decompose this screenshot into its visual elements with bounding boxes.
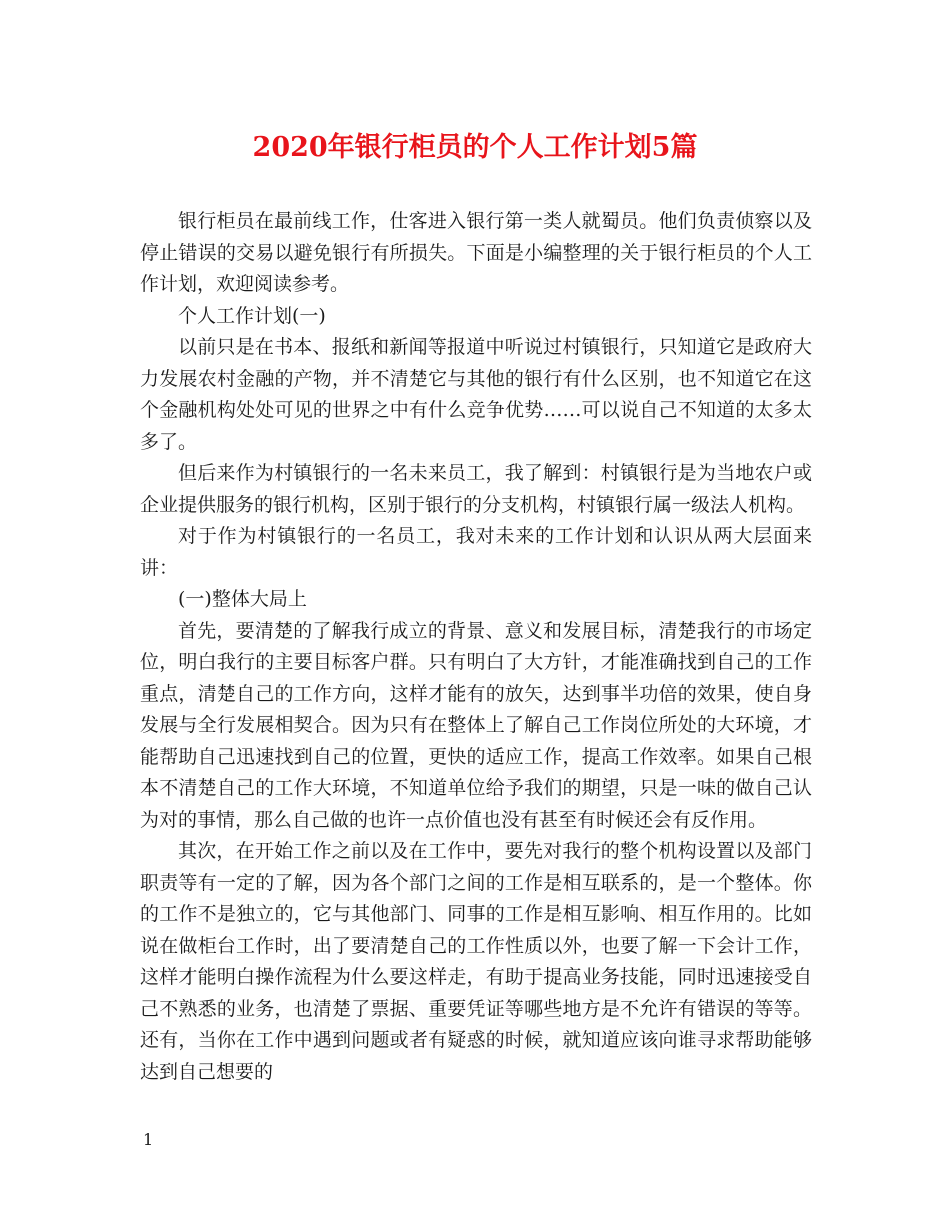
body-paragraph: 对于作为村镇银行的一名员工，我对未来的工作计划和认识从两大层面来讲： [140,525,812,579]
body-paragraph: 其次，在开始工作之前以及在工作中，要先对我行的整个机构设置以及部门职责等有一定的了解，因为各个部门之间的工作是相互联系的，是一个整体。你的工作不是独立的，它与其他部门、同事的工作是相互影响、相互作用的。比如说在做柜台工作时，出了要清楚自己的工作性质以外，也要了解一下会计工作，这样才能明白操作流程为什么要这样走，有助于提高业务技能，同时迅速接受自己不熟悉的业务，也清楚了票据、重要凭证等哪些地方是不允许有错误的等等。还有，当你在工作中遇到问题或者有疑惑的时候，就知道应该向谁寻求帮助能够达到自己想要的 [140,840,812,1083]
document-title: 2020年银行柜员的个人工作计划5篇 [252,132,698,163]
document-body [140,206,812,1088]
body-paragraph: 以前只是在书本、报纸和新闻等报道中听说过村镇银行，只知道它是政府大力发展农村金融的产物，并不清楚它与其他的银行有什么区别，也不知道它在这个金融机构处处可见的世界之中有什么竞争优势……可以说自己不知道的太多太多了。 [140,336,812,453]
intro-paragraph: 银行柜员在最前线工作，仕客进入银行第一类人就蜀员。他们负责侦察以及停止错误的交易以避免银行有所损失。下面是小编整理的关于银行柜员的个人工作计划，欢迎阅读参考。 [140,210,812,295]
page-number: 1 [143,1130,154,1149]
body-paragraph: 但后来作为村镇银行的一名未来员工，我了解到：村镇银行是为当地农户或企业提供服务的银行机构，区别于银行的分支机构，村镇银行属一级法人机构。 [140,462,812,516]
section-heading-plan-one: 个人工作计划(一) [178,304,326,327]
body-paragraph: 首先，要清楚的了解我行成立的背景、意义和发展目标，清楚我行的市场定位，明白我行的主要目标客户群。只有明白了大方针，才能准确找到自己的工作重点，清楚自己的工作方向，这样才能有的放矢，达到事半功倍的效果，使自身发展与全行发展相契合。因为只有在整体上了解自己工作岗位所处的大环境，才能帮助自己迅速找到自己的位置，更快的适应工作，提高工作效率。如果自己根本不清楚自己的工作大环境，不知道单位给予我们的期望，只是一味的做自己认为对的事情，那么自己做的也许一点价值也没有甚至有时候还会有反作用。 [140,619,812,831]
subsection-heading: (一)整体大局上 [178,588,307,610]
